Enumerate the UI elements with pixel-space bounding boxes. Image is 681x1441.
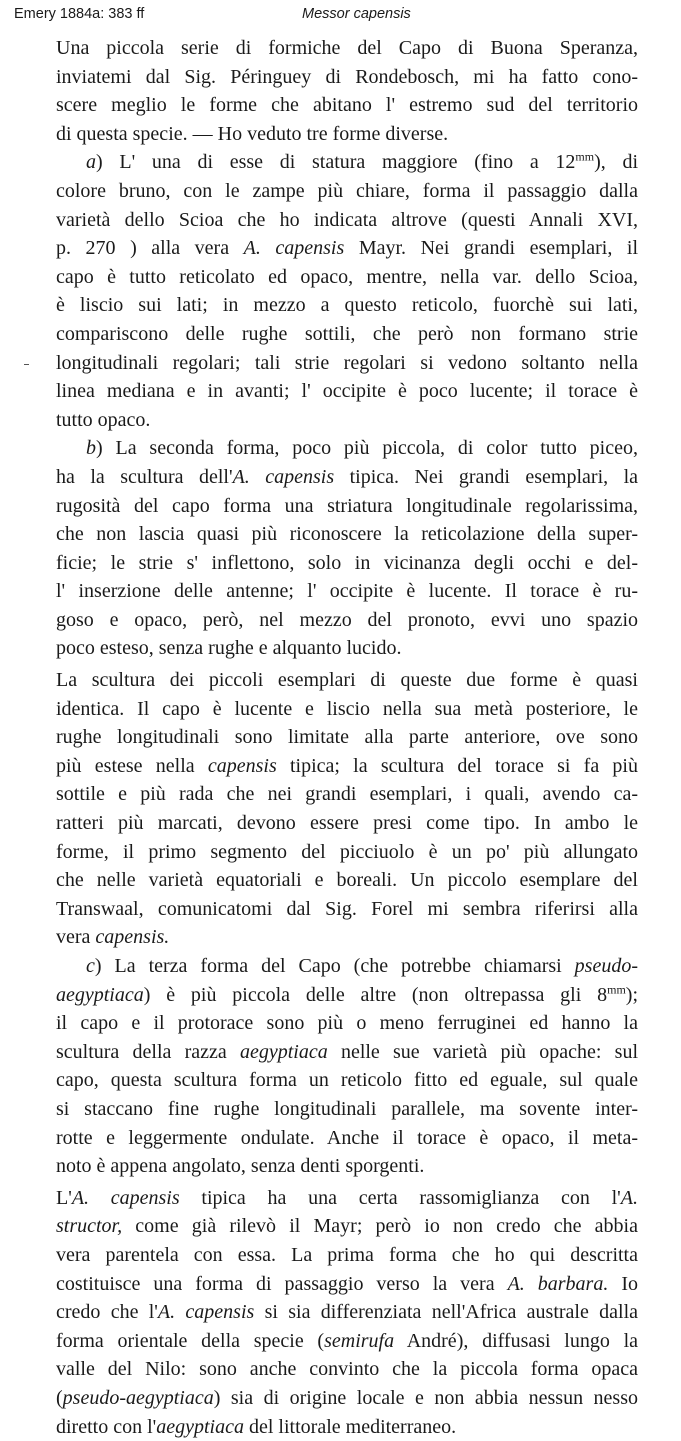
text-line: colore bruno, con le zampe più chiare, forma il passaggio dalla [56,177,638,206]
italic-term: A. [621,1187,638,1209]
text-line: capo è tutto reticolato ed opaco, mentre, nella var. dello Scioa, [56,263,638,292]
text-line: ha la scultura dell'A. capensis tipica. Nei grandi esemplari, la [56,463,638,492]
text-line: p. 270 ) alla vera A. capensis Mayr. Nei grandi esemplari, il [56,234,638,263]
text-line: inviatemi dal Sig. Péringuey di Rondebosch, mi ha fatto cono- [56,63,638,92]
italic-term: capensis [208,755,277,777]
italic-term: A. capensis [244,237,345,259]
italic-term: b [86,437,96,459]
paragraph [56,952,638,1181]
text-line: credo che l'A. capensis si sia differenziata nell'Africa australe dalla [56,1298,638,1327]
text-line: vera parentela con essa. La prima forma che ho qui descritta [56,1241,638,1270]
text-line: valle del Nilo: sono anche convinto che la piccola forma opaca [56,1355,638,1384]
text-line: si staccano fine rughe longitudinali parallele, ma sovente inter- [56,1095,638,1124]
italic-term: a [86,151,96,173]
paragraph [56,34,638,148]
text-line: ratteri più marcati, devono essere presi come tipo. In ambo le [56,809,638,838]
text-line: Transwaal, comunicatomi dal Sig. Forel mi sembra riferirsi alla [56,895,638,924]
text-line: L'A. capensis tipica ha una certa rassomiglianza con l'A. [56,1184,638,1213]
text-line: identica. Il capo è lucente e liscio nella sua metà posteriore, le [56,695,638,724]
italic-term: A. capensis [233,466,335,488]
unit-superscript: mm [607,982,626,996]
text-line: a) L' una di esse di statura maggiore (fino a $12^{mm}$), di [56,148,638,177]
italic-term: A. barbara. [508,1273,609,1295]
italic-term: aegyptiaca [240,1041,328,1063]
article-body [56,34,638,1441]
margin-mark [24,364,29,365]
text-line: di questa specie. — Ho veduto tre forme diverse. [56,120,638,149]
paragraph [56,148,638,434]
text-line: poco esteso, senza rughe e alquanto lucido. [56,634,638,663]
text-line: sottile e più rada che nei grandi esemplari, i quali, avendo ca- [56,780,638,809]
italic-term: c [86,955,95,977]
paragraph [56,1184,638,1441]
text-line: l' inserzione delle antenne; l' occipite è lucente. Il torace è ru- [56,577,638,606]
unit-superscript: mm [575,150,594,164]
italic-term: aegyptiaca [56,984,144,1006]
taxon-title: Messor capensis [302,6,411,22]
text-line: tutto opaco. [56,406,638,435]
text-line: linea mediana e in avanti; l' occipite è poco lucente; il torace è [56,377,638,406]
text-line: forme, il primo segmento del picciuolo è un po' più allungato [56,838,638,867]
page-header [14,6,674,28]
text-line: vera capensis. [56,923,638,952]
text-line: noto è appena angolato, senza denti sporgenti. [56,1152,638,1181]
text-line: più estese nella capensis tipica; la scultura del torace si fa più [56,752,638,781]
text-line: (pseudo-aegyptiaca) sia di origine locale e non abbia nessun nesso [56,1384,638,1413]
text-line: il capo e il protorace sono più o meno ferruginei ed hanno la [56,1009,638,1038]
text-line: scere meglio le forme che abitano l' estremo sud del territorio [56,91,638,120]
text-line: diretto con l'aegyptiaca del littorale mediterraneo. [56,1413,638,1441]
text-line: Una piccola serie di formiche del Capo di Buona Speranza, [56,34,638,63]
text-line: c) La terza forma del Capo (che potrebbe chiamarsi pseudo- [56,952,638,981]
text-line: capo, questa scultura forma un reticolo fitto ed eguale, sul quale [56,1066,638,1095]
text-line: compariscono delle rughe sottili, che però non formano strie [56,320,638,349]
text-line: ficie; le strie s' inflettono, solo in vicinanza degli occhi e del- [56,549,638,578]
text-line: varietà dello Scioa che ho indicata altrove (questi Annali XVI, [56,206,638,235]
text-line: La scultura dei piccoli esemplari di queste due forme è quasi [56,666,638,695]
italic-term: capensis. [95,926,169,948]
italic-term: structor, [56,1215,122,1237]
italic-term: aegyptiaca [156,1416,244,1438]
text-line: rugosità del capo forma una striatura longitudinale regolarissima, [56,492,638,521]
italic-term: pseudo-aegyptiaca [63,1387,214,1409]
text-line: goso e opaco, però, nel mezzo del pronoto, evvi uno spazio [56,606,638,635]
text-line: aegyptiaca) è più piccola delle altre (non oltrepassa gli $8^{mm}$); [56,981,638,1010]
text-line: scultura della razza aegyptiaca nelle sue varietà più opache: sul [56,1038,638,1067]
text-line: che non lascia quasi più riconoscere la reticolazione della super- [56,520,638,549]
text-line: longitudinali regolari; tali strie regolari si vedono soltanto nella [56,349,638,378]
text-line: costituisce una forma di passaggio verso la vera A. barbara. Io [56,1270,638,1299]
italic-term: A. capensis [72,1187,180,1209]
italic-term: semirufa [324,1330,394,1352]
text-line: rotte e leggermente ondulate. Anche il torace è opaco, il meta- [56,1124,638,1153]
italic-term: pseudo- [575,955,638,977]
paragraph [56,434,638,663]
text-line: structor, come già rilevò il Mayr; però io non credo che abbia [56,1212,638,1241]
text-line: b) La seconda forma, poco più piccola, di color tutto piceo, [56,434,638,463]
text-line: è liscio sui lati; in mezzo a questo reticolo, fuorchè sui lati, [56,291,638,320]
italic-term: A. capensis [158,1301,254,1323]
paragraph [56,666,638,952]
citation-label: Emery 1884a: 383 ff [14,6,144,22]
text-line: rughe longitudinali sono limitate alla parte anteriore, ove sono [56,723,638,752]
text-line: che nelle varietà equatoriali e boreali. Un piccolo esemplare del [56,866,638,895]
text-line: forma orientale della specie (semirufa André), diffusasi lungo la [56,1327,638,1356]
